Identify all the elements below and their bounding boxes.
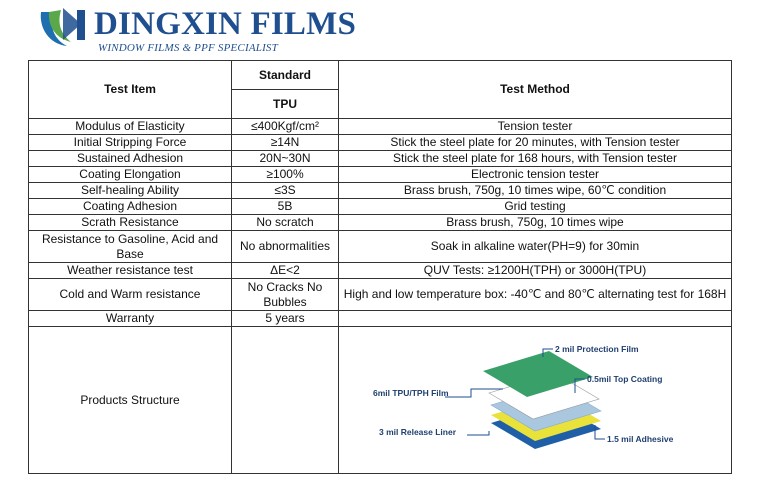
structure-empty-cell xyxy=(232,327,339,474)
row-item: Coating Adhesion xyxy=(29,199,232,215)
layer-structure-diagram xyxy=(343,327,735,473)
row-method: Brass brush, 750g, 10 times wipe, 60℃ condition xyxy=(339,183,732,199)
label-top-coating: 0.5mil Top Coating xyxy=(587,374,663,384)
brand-tagline: WINDOW FILMS & PPF SPECIALIST xyxy=(98,42,278,54)
row-method: QUV Tests: ≥1200H(TPH) or 3000H(TPU) xyxy=(339,263,732,279)
row-method: Stick the steel plate for 20 minutes, with Tension tester xyxy=(339,135,732,151)
row-standard: ≤3S xyxy=(232,183,339,199)
row-standard: No scratch xyxy=(232,215,339,231)
label-adhesive: 1.5 mil Adhesive xyxy=(607,434,674,444)
row-item: Weather resistance test xyxy=(29,263,232,279)
row-item: Coating Elongation xyxy=(29,167,232,183)
header-test-method: Test Method xyxy=(339,61,732,119)
structure-label: Products Structure xyxy=(29,327,232,474)
spec-table xyxy=(28,60,732,474)
row-standard: ΔE<2 xyxy=(232,263,339,279)
row-standard: ≥100% xyxy=(232,167,339,183)
row-item: Initial Stripping Force xyxy=(29,135,232,151)
table-row xyxy=(29,311,732,327)
row-item: Modulus of Elasticity xyxy=(29,119,232,135)
table-row xyxy=(29,183,732,199)
header-test-item: Test Item xyxy=(29,61,232,119)
label-protection-film: 2 mil Protection Film xyxy=(555,344,639,354)
row-item: Scrath Resistance xyxy=(29,215,232,231)
row-item: Warranty xyxy=(29,311,232,327)
row-standard: No Cracks No Bubbles xyxy=(232,279,339,311)
row-method xyxy=(339,311,732,327)
table-row xyxy=(29,231,732,263)
label-tpu-film-text: 6mil TPU/TPH Film xyxy=(373,388,449,398)
company-logo xyxy=(37,4,377,54)
row-item: Self-healing Ability xyxy=(29,183,232,199)
table-row xyxy=(29,135,732,151)
row-method: High and low temperature box: -40℃ and 80℃ alternating test for 168H xyxy=(339,279,732,311)
table-row xyxy=(29,151,732,167)
row-item: Cold and Warm resistance xyxy=(29,279,232,311)
label-tpu-film xyxy=(373,388,449,398)
row-method: Electronic tension tester xyxy=(339,167,732,183)
brand-name: DINGXIN FILMS xyxy=(94,6,357,42)
row-method: Brass brush, 750g, 10 times wipe xyxy=(339,215,732,231)
row-standard: No abnormalities xyxy=(232,231,339,263)
label-release-liner: 3 mil Release Liner xyxy=(379,427,457,437)
row-standard: ≥14N xyxy=(232,135,339,151)
table-row xyxy=(29,119,732,135)
row-standard: 5B xyxy=(232,199,339,215)
table-row xyxy=(29,167,732,183)
table-row xyxy=(29,279,732,311)
table-row xyxy=(29,263,732,279)
row-method: Soak in alkaline water(PH=9) for 30min xyxy=(339,231,732,263)
row-standard: ≤400Kgf/cm² xyxy=(232,119,339,135)
row-method: Grid testing xyxy=(339,199,732,215)
header-standard: Standard xyxy=(232,61,339,90)
table-row xyxy=(29,199,732,215)
structure-diagram-cell xyxy=(339,327,732,474)
header-tpu: TPU xyxy=(232,90,339,119)
row-item: Sustained Adhesion xyxy=(29,151,232,167)
row-standard: 5 years xyxy=(232,311,339,327)
table-row-structure xyxy=(29,327,732,474)
row-method: Tension tester xyxy=(339,119,732,135)
row-item: Resistance to Gasoline, Acid and Base xyxy=(29,231,232,263)
row-method: Stick the steel plate for 168 hours, with Tension tester xyxy=(339,151,732,167)
row-standard: 20N~30N xyxy=(232,151,339,167)
table-row xyxy=(29,215,732,231)
logo-mark-icon xyxy=(37,6,91,50)
